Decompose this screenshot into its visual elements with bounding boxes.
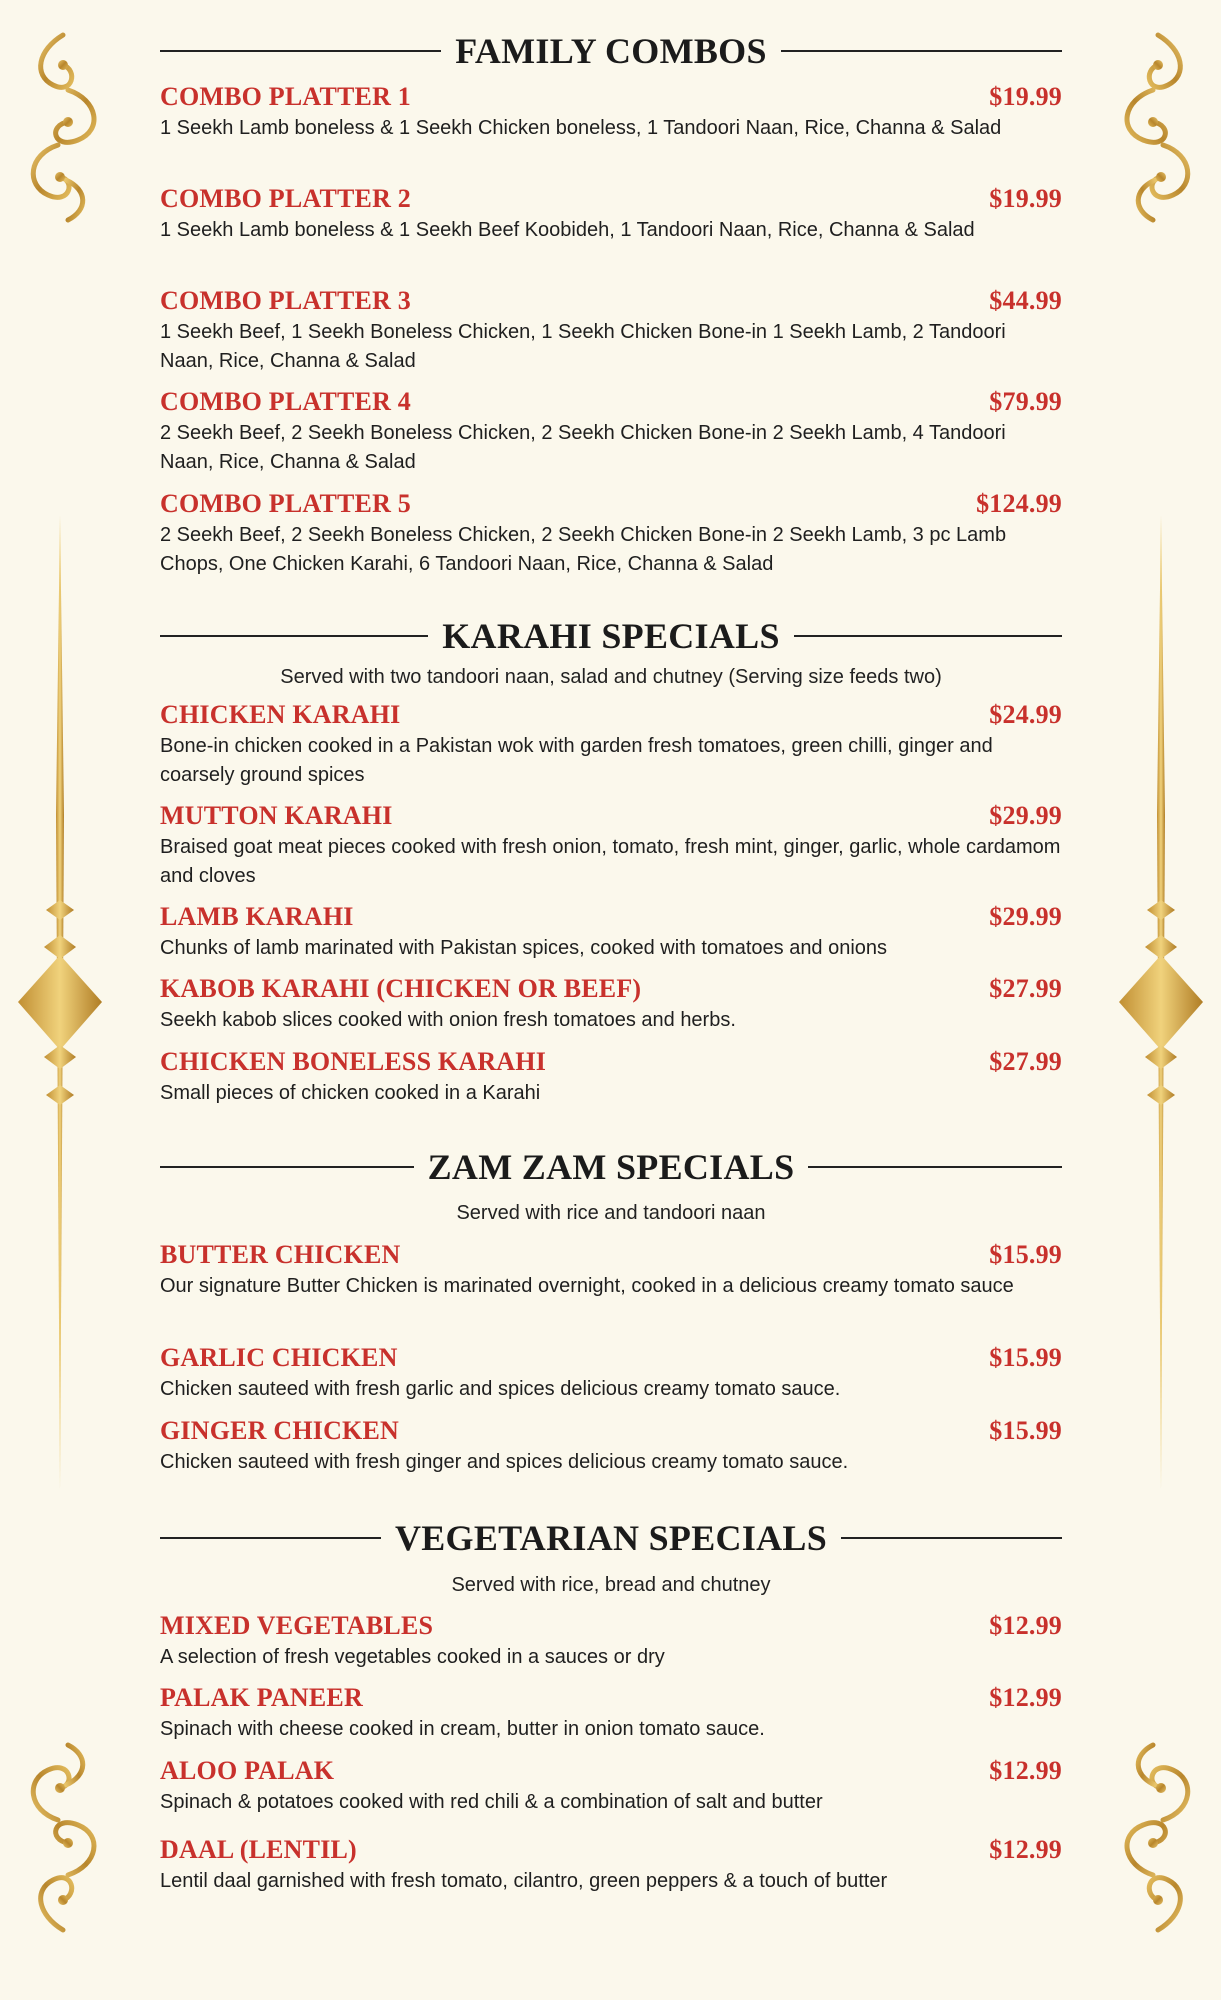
section-header-vegetarian-specials (160, 1511, 1062, 1565)
item-description: 1 Seekh Beef, 1 Seekh Boneless Chicken, 1 Seekh Chicken Bone-in 1 Seekh Lamb, 2 Tandoori Naan, Rice, Channa & Salad (160, 321, 1006, 372)
section-title: ZAM ZAM SPECIALS (427, 1147, 795, 1187)
item-price: $27.99 (989, 974, 1062, 1003)
item-description: Chicken sauteed with fresh ginger and spices delicious creamy tomato sauce. (160, 1451, 849, 1473)
item-description: Spinach with cheese cooked in cream, butter in onion tomato sauce. (160, 1718, 765, 1740)
menu-item (160, 1343, 1062, 1404)
divider (808, 1166, 1062, 1168)
menu-item (160, 902, 1062, 963)
section-title: FAMILY COMBOS (455, 31, 767, 71)
item-description: Chunks of lamb marinated with Pakistan spices, cooked with tomatoes and onions (160, 937, 888, 959)
item-price: $124.99 (976, 489, 1062, 518)
item-price: $29.99 (989, 902, 1062, 931)
menu-item (160, 700, 1062, 790)
item-name: COMBO PLATTER 4 (160, 387, 411, 416)
item-price: $12.99 (989, 1611, 1062, 1640)
divider (160, 1166, 414, 1168)
gold-flourish-icon (1113, 30, 1203, 225)
menu-item (160, 286, 1062, 376)
section-title: KARAHI SPECIALS (442, 616, 780, 656)
divider (160, 1537, 381, 1539)
section-header-karahi-specials (160, 609, 1062, 663)
item-price: $24.99 (989, 700, 1062, 729)
item-price: $79.99 (989, 387, 1062, 416)
divider (841, 1537, 1062, 1539)
divider (794, 635, 1062, 637)
item-description: 2 Seekh Beef, 2 Seekh Boneless Chicken, 2 Seekh Chicken Bone-in 2 Seekh Lamb, 3 pc Lamb Chops, One Chicken Karahi, 6 Tandoori Naan, Rice, Channa & Salad (160, 524, 1007, 575)
item-name: MIXED VEGETABLES (160, 1611, 434, 1640)
menu-item (160, 1611, 1062, 1672)
gold-flourish-icon (1113, 1740, 1203, 1935)
menu-item (160, 489, 1062, 579)
menu-item (160, 801, 1062, 891)
item-price: $27.99 (989, 1047, 1062, 1076)
item-price: $12.99 (989, 1835, 1062, 1864)
menu-item (160, 1683, 1062, 1744)
item-name: BUTTER CHICKEN (160, 1240, 401, 1269)
divider (160, 50, 441, 52)
item-price: $15.99 (989, 1240, 1062, 1269)
item-description: Seekh kabob slices cooked with onion fresh tomatoes and herbs. (160, 1009, 736, 1031)
divider (160, 635, 428, 637)
gold-spear-ornament-icon (18, 515, 102, 1490)
section-header-family-combos (160, 24, 1062, 78)
item-name: DAAL (LENTIL) (160, 1835, 357, 1864)
item-name: GARLIC CHICKEN (160, 1343, 398, 1372)
item-description: Small pieces of chicken cooked in a Karahi (160, 1082, 541, 1104)
item-price: $12.99 (989, 1756, 1062, 1785)
item-name: CHICKEN KARAHI (160, 700, 401, 729)
menu-item (160, 1047, 1062, 1108)
section-subtitle: Served with rice and tandoori naan (456, 1202, 766, 1224)
menu-item (160, 974, 1062, 1035)
gold-flourish-icon (18, 1740, 108, 1935)
item-name: LAMB KARAHI (160, 902, 354, 931)
item-description: 2 Seekh Beef, 2 Seekh Boneless Chicken, 2 Seekh Chicken Bone-in 2 Seekh Lamb, 4 Tandoori Naan, Rice, Channa & Salad (160, 422, 1006, 473)
item-name: ALOO PALAK (160, 1756, 335, 1785)
item-description: Bone-in chicken cooked in a Pakistan wok with garden fresh tomatoes, green chilli, ginger and coarsely ground spices (160, 735, 993, 786)
item-name: PALAK PANEER (160, 1683, 363, 1712)
item-name: COMBO PLATTER 3 (160, 286, 411, 315)
item-name: CHICKEN BONELESS KARAHI (160, 1047, 547, 1076)
item-price: $19.99 (989, 82, 1062, 111)
menu-item (160, 1756, 1062, 1817)
item-name: KABOB KARAHI (CHICKEN OR BEEF) (160, 974, 642, 1003)
gold-flourish-icon (18, 30, 108, 225)
section-subtitle: Served with rice, bread and chutney (451, 1574, 771, 1596)
item-name: MUTTON KARAHI (160, 801, 393, 830)
item-description: Spinach & potatoes cooked with red chili & a combination of salt and butter (160, 1791, 823, 1813)
menu-item (160, 1835, 1062, 1896)
section-header-zam-zam-specials (160, 1140, 1062, 1194)
menu-item (160, 387, 1062, 477)
menu-item (160, 1416, 1062, 1477)
item-description: 1 Seekh Lamb boneless & 1 Seekh Beef Koobideh, 1 Tandoori Naan, Rice, Channa & Salad (160, 219, 975, 241)
menu-item (160, 184, 1062, 245)
item-name: COMBO PLATTER 1 (160, 82, 411, 111)
item-price: $29.99 (989, 801, 1062, 830)
menu-item (160, 1240, 1062, 1301)
item-description: Chicken sauteed with fresh garlic and spices delicious creamy tomato sauce. (160, 1378, 841, 1400)
item-description: Braised goat meat pieces cooked with fresh onion, tomato, fresh mint, ginger, garlic, whole cardamom and cloves (160, 836, 1061, 887)
item-price: $19.99 (989, 184, 1062, 213)
section-subtitle: Served with two tandoori naan, salad and chutney (Serving size feeds two) (280, 666, 942, 688)
item-price: $15.99 (989, 1416, 1062, 1445)
section-title: VEGETARIAN SPECIALS (394, 1518, 828, 1558)
item-description: Lentil daal garnished with fresh tomato, cilantro, green peppers & a touch of butter (160, 1870, 888, 1892)
item-price: $15.99 (989, 1343, 1062, 1372)
gold-spear-ornament-icon (1119, 515, 1203, 1490)
item-description: 1 Seekh Lamb boneless & 1 Seekh Chicken boneless, 1 Tandoori Naan, Rice, Channa & Salad (160, 117, 1002, 139)
item-description: Our signature Butter Chicken is marinated overnight, cooked in a delicious creamy tomato sauce (160, 1275, 1014, 1297)
item-name: GINGER CHICKEN (160, 1416, 399, 1445)
item-price: $12.99 (989, 1683, 1062, 1712)
divider (781, 50, 1062, 52)
menu-item (160, 82, 1062, 143)
item-name: COMBO PLATTER 5 (160, 489, 411, 518)
item-price: $44.99 (989, 286, 1062, 315)
item-description: A selection of fresh vegetables cooked in a sauces or dry (160, 1646, 665, 1668)
item-name: COMBO PLATTER 2 (160, 184, 411, 213)
